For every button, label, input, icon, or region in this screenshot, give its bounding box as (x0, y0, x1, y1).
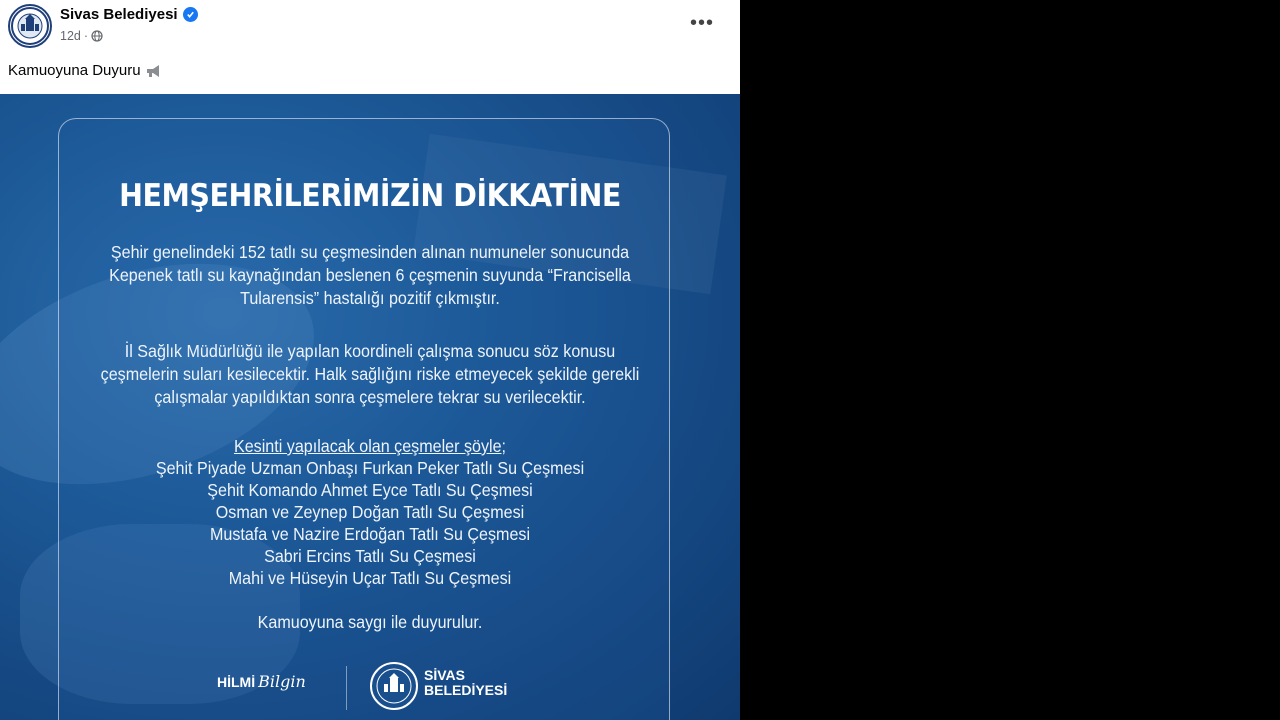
paragraph-line: İl Sağlık Müdürlüğü ile yapılan koordineli çalışma sonucu söz konusu (124, 341, 616, 361)
page-name-text[interactable]: Sivas Belediyesi (60, 6, 178, 23)
fountain-list-item: Sabri Ercins Tatlı Su Çeşmesi (264, 546, 476, 566)
post-header (0, 0, 740, 56)
paragraph-line: Tularensis” hastalığı pozitif çıkmıştır. (240, 288, 500, 308)
megaphone-icon (145, 64, 163, 78)
more-options-button[interactable] (684, 8, 720, 38)
closing-line: Kamuoyuna saygı ile duyurulur. (257, 612, 483, 632)
fountain-list-item: Mahi ve Hüseyin Uçar Tatlı Su Çeşmesi (228, 568, 512, 588)
fountain-list-item: Şehit Piyade Uzman Onbaşı Furkan Peker Tatlı Su Çeşmesi (155, 458, 585, 478)
wordmark-line-1: SİVAS (424, 667, 465, 683)
page-name-link[interactable] (60, 6, 198, 23)
announcement-headline: HEMŞEHRİLERİMİZİN DİKKATİNE (119, 178, 621, 214)
paragraph-line: çeşmelerin suları kesilecektir. Halk sağlığını riske etmeyecek şekilde gerekli (100, 364, 640, 384)
mayor-signature (217, 672, 306, 691)
post-text-content: Kamuoyuna Duyuru (8, 62, 141, 79)
municipality-logo-icon (10, 6, 50, 46)
more-options-icon: ••• (689, 11, 714, 34)
municipality-emblem-icon (370, 662, 418, 710)
footer-divider (346, 666, 347, 710)
empty-panel (740, 0, 1280, 720)
verified-badge-icon (183, 7, 198, 22)
paragraph-line: Şehir genelindeki 152 tatlı su çeşmesinden alınan numuneler sonucunda (110, 242, 630, 262)
post-timestamp[interactable]: 12d (60, 29, 81, 43)
globe-icon (91, 30, 103, 42)
fountain-list-item: Mustafa ve Nazire Erdoğan Tatlı Su Çeşmesi (209, 524, 531, 544)
fountain-list (94, 435, 646, 589)
post-meta (60, 29, 103, 43)
closing-text (94, 611, 646, 634)
announcement-paragraph-2 (94, 340, 646, 409)
announcement-paragraph-1 (94, 241, 646, 310)
fountain-list-item: Şehit Komando Ahmet Eyce Tatlı Su Çeşmesi (207, 480, 533, 500)
municipality-wordmark (424, 668, 507, 698)
page-avatar[interactable] (8, 4, 52, 48)
mayor-name-bold: HİLMİ (217, 674, 256, 690)
wordmark-line-2: BELEDİYESİ (424, 682, 508, 698)
fountain-list-item: Osman ve Zeynep Doğan Tatlı Su Çeşmesi (215, 502, 525, 522)
fountain-list-heading: Kesinti yapılacak olan çeşmeler şöyle; (233, 436, 507, 456)
post-text (8, 62, 163, 79)
paragraph-line: Kepenek tatlı su kaynağından beslenen 6 çeşmenin suyunda “Francisella (109, 265, 631, 285)
mayor-name-script: Bilgin (258, 672, 306, 691)
announcement-image[interactable] (0, 94, 740, 720)
paragraph-line: çalışmalar yapıldıktan sonra çeşmelere tekrar su verilecektir. (154, 387, 586, 407)
meta-separator: · (83, 29, 89, 43)
